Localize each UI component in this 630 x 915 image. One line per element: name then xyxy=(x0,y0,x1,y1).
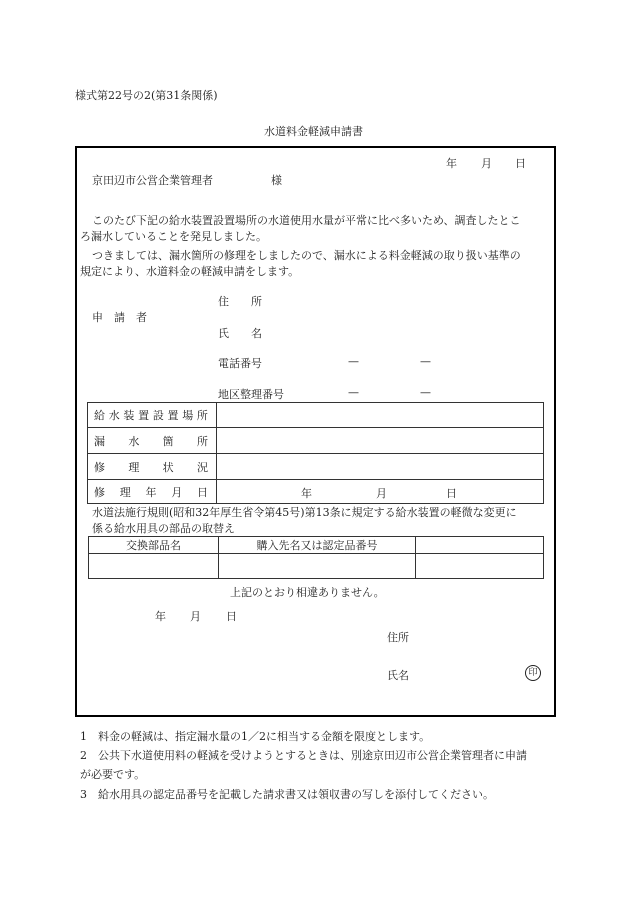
parts-cell-name[interactable] xyxy=(89,554,219,579)
note-2-continued: が必要です。 xyxy=(80,768,146,781)
document-title: 水道料金軽減申請書 xyxy=(264,125,363,138)
detail-value-repair-date[interactable] xyxy=(217,480,544,504)
date-month-label: 月 xyxy=(481,157,492,170)
phone-dash-1: — xyxy=(348,355,359,368)
body-line-1: このたび下記の給水装置設置場所の水道使用水量が平常に比べ多いため、調査したとこ xyxy=(92,214,521,227)
detail-value-leak-point[interactable] xyxy=(217,428,544,454)
detail-value-repair-status[interactable] xyxy=(217,454,544,480)
sign-month-label: 月 xyxy=(190,610,201,623)
phone-dash-2: — xyxy=(420,355,431,368)
regulation-line-2: 係る給水用具の部品の取替え xyxy=(92,522,235,535)
repair-year-label: 年 xyxy=(301,487,312,500)
detail-label-location: 給 水 装 置 設 置 場 所 xyxy=(88,403,217,428)
applicant-name-label: 氏 名 xyxy=(218,327,262,340)
parts-table xyxy=(88,536,544,579)
applicant-address-label: 住 所 xyxy=(218,295,262,308)
note-2: 2 公共下水道使用料の軽減を受けようとするときは、別途京田辺市公営企業管理者に申請 xyxy=(80,749,527,762)
body-line-4: 規定により、水道料金の軽減申請をします。 xyxy=(80,265,300,278)
parts-cell-supplier[interactable] xyxy=(219,554,416,579)
parts-header-extra xyxy=(416,537,544,554)
note-1: 1 料金の軽減は、指定漏水量の1／2に相当する金額を限度とします。 xyxy=(80,730,431,743)
honorific: 様 xyxy=(271,174,282,187)
detail-value-location[interactable] xyxy=(217,403,544,428)
table-row xyxy=(89,554,544,579)
detail-table xyxy=(87,402,544,504)
date-year-label: 年 xyxy=(446,157,457,170)
body-line-3: つきましては、漏水箇所の修理をしましたので、漏水による料金軽減の取り扱い基準の xyxy=(92,249,521,262)
district-dash-2: — xyxy=(420,386,431,399)
date-day-label: 日 xyxy=(515,157,526,170)
form-number: 様式第22号の2(第31条関係) xyxy=(75,89,218,102)
sign-year-label: 年 xyxy=(155,610,166,623)
table-row xyxy=(88,454,544,480)
table-row xyxy=(88,480,544,504)
confirmation-text: 上記のとおり相違ありません。 xyxy=(230,586,385,599)
table-row xyxy=(89,537,544,554)
applicant-label: 申 請 者 xyxy=(92,311,147,324)
seal-icon: 印 xyxy=(525,665,541,681)
signer-address-label: 住所 xyxy=(387,631,409,644)
detail-label-leak-point: 漏 水 箇 所 xyxy=(88,428,217,454)
regulation-line-1: 水道法施行規則(昭和32年厚生省令第45号)第13条に規定する給水装置の軽微な変更に xyxy=(92,506,517,519)
detail-label-repair-status: 修 理 状 況 xyxy=(88,454,217,480)
parts-header-name: 交換部品名 xyxy=(89,537,219,554)
repair-day-label: 日 xyxy=(446,487,457,500)
applicant-phone-label: 電話番号 xyxy=(218,357,262,370)
repair-month-label: 月 xyxy=(376,487,387,500)
district-dash-1: — xyxy=(348,386,359,399)
table-row xyxy=(88,428,544,454)
parts-cell-extra[interactable] xyxy=(416,554,544,579)
table-row xyxy=(88,403,544,428)
note-3: 3 給水用具の認定品番号を記載した請求書又は領収書の写しを添付してください。 xyxy=(80,788,494,801)
parts-header-supplier: 購入先名又は認定品番号 xyxy=(219,537,416,554)
detail-label-repair-date: 修 理 年 月 日 xyxy=(88,480,217,504)
sign-day-label: 日 xyxy=(226,610,237,623)
body-line-2: ろ漏水していることを発見しました。 xyxy=(80,230,267,243)
applicant-district-label: 地区整理番号 xyxy=(218,388,284,401)
signer-name-label: 氏名 xyxy=(387,669,409,682)
addressee: 京田辺市公営企業管理者 xyxy=(92,174,213,187)
